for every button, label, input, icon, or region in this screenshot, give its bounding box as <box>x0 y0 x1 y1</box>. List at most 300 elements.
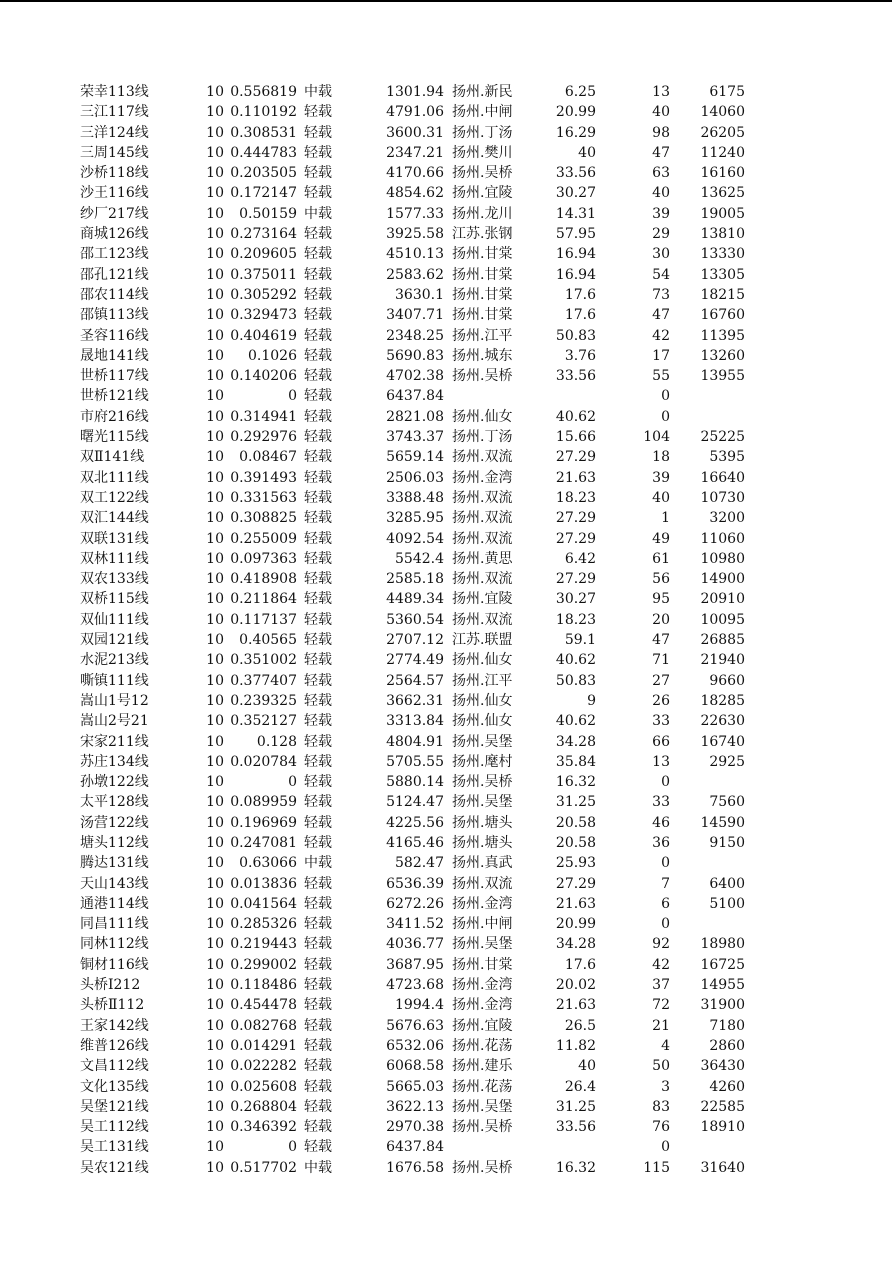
count-cell: 13 <box>652 753 670 770</box>
total-cell: 31640 <box>700 1159 745 1176</box>
capacity-cell: 6536.39 <box>386 875 444 892</box>
distance-cell: 30.27 <box>555 185 596 202</box>
load-status-cell: 轻载 <box>304 632 332 649</box>
load-status-cell: 轻载 <box>304 1037 332 1054</box>
capacity-cell: 3388.48 <box>386 489 444 506</box>
count-cell: 83 <box>652 1098 670 1115</box>
line-name-cell: 三江117线 <box>80 104 149 121</box>
table-row <box>0 650 892 670</box>
capacity-cell: 5659.14 <box>386 449 444 466</box>
total-cell: 11240 <box>700 144 745 161</box>
line-name-cell: 吴农121线 <box>80 1159 149 1176</box>
line-name-cell: 腾达131线 <box>80 855 149 872</box>
line-name-cell: 汤营122线 <box>80 814 149 831</box>
substation-cell: 扬州.金湾 <box>452 977 513 994</box>
count-cell: 39 <box>652 205 670 222</box>
substation-cell: 扬州.吴桥 <box>452 368 513 385</box>
line-name-cell: 同林112线 <box>80 936 149 953</box>
voltage-cell: 10 <box>206 774 224 791</box>
capacity-cell: 5705.55 <box>386 753 444 770</box>
capacity-cell: 6532.06 <box>386 1037 444 1054</box>
load-ratio-cell: 0.63066 <box>239 855 297 872</box>
distance-cell: 40 <box>578 1058 596 1075</box>
load-ratio-cell: 0.172147 <box>230 185 297 202</box>
voltage-cell: 10 <box>206 652 224 669</box>
capacity-cell: 3630.1 <box>395 286 444 303</box>
total-cell: 6175 <box>709 84 745 100</box>
line-name-cell: 圣容116线 <box>80 327 149 344</box>
voltage-cell: 10 <box>206 713 224 730</box>
load-status-cell: 轻载 <box>304 530 332 547</box>
table-row <box>0 163 892 183</box>
distance-cell: 21.63 <box>555 997 596 1014</box>
load-ratio-cell: 0 <box>288 1139 297 1156</box>
table-row <box>0 813 892 833</box>
load-ratio-cell: 0.352127 <box>230 713 297 730</box>
table-row <box>0 1137 892 1157</box>
substation-cell: 扬州.双流 <box>452 875 513 892</box>
capacity-cell: 6437.84 <box>386 388 444 405</box>
load-ratio-cell: 0.020784 <box>230 753 297 770</box>
capacity-cell: 1994.4 <box>395 997 444 1014</box>
capacity-cell: 4854.62 <box>386 185 444 202</box>
table-row <box>0 995 892 1015</box>
table-row <box>0 265 892 285</box>
total-cell: 22585 <box>700 1098 745 1115</box>
load-status-cell: 轻载 <box>304 1139 332 1156</box>
voltage-cell: 10 <box>206 104 224 121</box>
load-ratio-cell: 0.377407 <box>230 672 297 689</box>
load-status-cell: 中载 <box>304 855 332 872</box>
substation-cell: 扬州.吴桥 <box>452 1119 513 1136</box>
substation-cell: 扬州.龙川 <box>452 205 513 222</box>
capacity-cell: 1577.33 <box>386 205 444 222</box>
table-row <box>0 305 892 325</box>
load-ratio-cell: 0.314941 <box>230 408 297 425</box>
table-row <box>0 224 892 244</box>
line-name-cell: 塘头112线 <box>80 834 149 851</box>
distance-cell: 30.27 <box>555 591 596 608</box>
voltage-cell: 10 <box>206 307 224 324</box>
line-name-cell: 吴工112线 <box>80 1119 149 1136</box>
capacity-cell: 582.47 <box>395 855 444 872</box>
line-name-cell: 世桥117线 <box>80 368 149 385</box>
count-cell: 26 <box>652 692 670 709</box>
load-status-cell: 轻载 <box>304 1119 332 1136</box>
load-ratio-cell: 0.404619 <box>230 327 297 344</box>
line-name-cell: 双汇144线 <box>80 510 149 527</box>
line-name-cell: 头桥Ⅱ112 <box>80 997 145 1014</box>
load-status-cell: 轻载 <box>304 591 332 608</box>
total-cell: 2925 <box>709 753 745 770</box>
line-name-cell: 纱厂217线 <box>80 205 149 222</box>
line-name-cell: 双桥115线 <box>80 591 149 608</box>
load-ratio-cell: 0.391493 <box>230 469 297 486</box>
load-status-cell: 轻载 <box>304 104 332 121</box>
count-cell: 33 <box>652 713 670 730</box>
line-name-cell: 维普126线 <box>80 1037 149 1054</box>
voltage-cell: 10 <box>206 530 224 547</box>
substation-cell: 扬州.江平 <box>452 327 513 344</box>
count-cell: 39 <box>652 469 670 486</box>
load-status-cell: 轻载 <box>304 956 332 973</box>
total-cell: 10980 <box>700 550 745 567</box>
distance-cell: 3.76 <box>564 347 596 364</box>
load-ratio-cell: 0.1026 <box>248 347 297 364</box>
load-ratio-cell: 0.041564 <box>230 895 297 912</box>
load-status-cell: 轻载 <box>304 713 332 730</box>
voltage-cell: 10 <box>206 794 224 811</box>
load-status-cell: 轻载 <box>304 794 332 811</box>
count-cell: 0 <box>661 388 670 405</box>
count-cell: 47 <box>652 307 670 324</box>
capacity-cell: 5665.03 <box>386 1078 444 1095</box>
line-name-cell: 晟地141线 <box>80 347 149 364</box>
capacity-cell: 4510.13 <box>386 246 444 263</box>
load-ratio-cell: 0.305292 <box>230 286 297 303</box>
count-cell: 72 <box>652 997 670 1014</box>
count-cell: 63 <box>652 165 670 182</box>
capacity-cell: 2564.57 <box>386 672 444 689</box>
load-status-cell: 中载 <box>304 1159 332 1176</box>
capacity-cell: 4489.34 <box>386 591 444 608</box>
capacity-cell: 3407.71 <box>386 307 444 324</box>
distance-cell: 40.62 <box>555 713 596 730</box>
line-name-cell: 沙王116线 <box>80 185 149 202</box>
capacity-cell: 5690.83 <box>386 347 444 364</box>
total-cell: 14955 <box>700 977 745 994</box>
voltage-cell: 10 <box>206 571 224 588</box>
count-cell: 71 <box>652 652 670 669</box>
voltage-cell: 10 <box>206 591 224 608</box>
capacity-cell: 3743.37 <box>386 429 444 446</box>
total-cell: 13260 <box>700 347 745 364</box>
capacity-cell: 4804.91 <box>386 733 444 750</box>
substation-cell: 扬州.仙女 <box>452 408 513 425</box>
voltage-cell: 10 <box>206 347 224 364</box>
table-row <box>0 143 892 163</box>
capacity-cell: 4092.54 <box>386 530 444 547</box>
voltage-cell: 10 <box>206 469 224 486</box>
voltage-cell: 10 <box>206 611 224 628</box>
load-status-cell: 轻载 <box>304 307 332 324</box>
line-name-cell: 双园121线 <box>80 632 149 649</box>
substation-cell: 扬州.丁汤 <box>452 124 513 141</box>
load-status-cell: 轻载 <box>304 875 332 892</box>
total-cell: 21940 <box>700 652 745 669</box>
distance-cell: 35.84 <box>555 753 596 770</box>
table-row <box>0 630 892 650</box>
count-cell: 6 <box>661 895 670 912</box>
total-cell: 10730 <box>700 489 745 506</box>
load-ratio-cell: 0.292976 <box>230 429 297 446</box>
total-cell: 10095 <box>700 611 745 628</box>
distance-cell: 17.6 <box>564 286 596 303</box>
load-ratio-cell: 0.40565 <box>239 632 297 649</box>
distance-cell: 27.29 <box>555 571 596 588</box>
total-cell: 16760 <box>700 307 745 324</box>
capacity-cell: 2585.18 <box>386 571 444 588</box>
distance-cell: 16.94 <box>555 246 596 263</box>
load-ratio-cell: 0.110192 <box>230 104 297 121</box>
distance-cell: 34.28 <box>555 936 596 953</box>
table-row <box>0 1158 892 1178</box>
load-status-cell: 轻载 <box>304 408 332 425</box>
voltage-cell: 10 <box>206 327 224 344</box>
table-row <box>0 529 892 549</box>
table-row <box>0 468 892 488</box>
distance-cell: 20.99 <box>555 104 596 121</box>
load-ratio-cell: 0.014291 <box>230 1037 297 1054</box>
load-status-cell: 轻载 <box>304 368 332 385</box>
count-cell: 42 <box>652 327 670 344</box>
count-cell: 20 <box>652 611 670 628</box>
line-name-cell: 通港114线 <box>80 895 149 912</box>
voltage-cell: 10 <box>206 997 224 1014</box>
count-cell: 0 <box>661 408 670 425</box>
substation-cell: 扬州.塘头 <box>452 834 513 851</box>
capacity-cell: 4723.68 <box>386 977 444 994</box>
table-row <box>0 711 892 731</box>
line-name-cell: 双北111线 <box>80 469 149 486</box>
capacity-cell: 2348.25 <box>386 327 444 344</box>
load-status-cell: 轻载 <box>304 814 332 831</box>
capacity-cell: 5124.47 <box>386 794 444 811</box>
total-cell: 13330 <box>700 246 745 263</box>
distance-cell: 21.63 <box>555 469 596 486</box>
substation-cell: 扬州.吴堡 <box>452 733 513 750</box>
voltage-cell: 10 <box>206 692 224 709</box>
capacity-cell: 2707.12 <box>386 632 444 649</box>
distance-cell: 6.42 <box>564 550 596 567</box>
line-name-cell: 荣幸113线 <box>80 84 149 100</box>
voltage-cell: 10 <box>206 855 224 872</box>
table-row <box>0 1056 892 1076</box>
total-cell: 11060 <box>700 530 745 547</box>
substation-cell: 扬州.吴桥 <box>452 165 513 182</box>
line-name-cell: 宋家211线 <box>80 733 149 750</box>
capacity-cell: 3622.13 <box>386 1098 444 1115</box>
count-cell: 4 <box>661 1037 670 1054</box>
voltage-cell: 10 <box>206 408 224 425</box>
total-cell: 20910 <box>700 591 745 608</box>
distance-cell: 18.23 <box>555 489 596 506</box>
substation-cell: 扬州.宜陵 <box>452 591 513 608</box>
voltage-cell: 10 <box>206 814 224 831</box>
load-status-cell: 轻载 <box>304 550 332 567</box>
line-name-cell: 嵩山1号12 <box>80 692 149 709</box>
count-cell: 95 <box>652 591 670 608</box>
substation-cell: 扬州.中闸 <box>452 104 513 121</box>
count-cell: 115 <box>643 1159 670 1176</box>
capacity-cell: 3925.58 <box>386 226 444 243</box>
substation-cell: 扬州.吴堡 <box>452 936 513 953</box>
table-row <box>0 671 892 691</box>
load-ratio-cell: 0.211864 <box>230 591 297 608</box>
count-cell: 21 <box>652 1017 670 1034</box>
load-status-cell: 轻载 <box>304 266 332 283</box>
total-cell: 25225 <box>700 429 745 446</box>
distance-cell: 27.29 <box>555 875 596 892</box>
line-name-cell: 三周145线 <box>80 144 149 161</box>
load-ratio-cell: 0.117137 <box>230 611 297 628</box>
table-row <box>0 934 892 954</box>
line-name-cell: 邵孔121线 <box>80 266 149 283</box>
voltage-cell: 10 <box>206 1037 224 1054</box>
load-status-cell: 轻载 <box>304 692 332 709</box>
load-ratio-cell: 0.268804 <box>230 1098 297 1115</box>
count-cell: 49 <box>652 530 670 547</box>
substation-cell: 扬州.双流 <box>452 510 513 527</box>
table-row <box>0 488 892 508</box>
capacity-cell: 1676.58 <box>386 1159 444 1176</box>
total-cell: 11395 <box>700 327 745 344</box>
capacity-cell: 2774.49 <box>386 652 444 669</box>
load-ratio-cell: 0.285326 <box>230 916 297 933</box>
distance-cell: 20.99 <box>555 916 596 933</box>
line-name-cell: 太平128线 <box>80 794 149 811</box>
substation-cell: 扬州.新民 <box>452 84 513 100</box>
count-cell: 54 <box>652 266 670 283</box>
total-cell: 6400 <box>709 875 745 892</box>
substation-cell: 扬州.花荡 <box>452 1037 513 1054</box>
load-ratio-cell: 0.351002 <box>230 652 297 669</box>
load-status-cell: 轻载 <box>304 834 332 851</box>
line-name-cell: 世桥121线 <box>80 388 149 405</box>
table-row <box>0 569 892 589</box>
voltage-cell: 10 <box>206 1098 224 1115</box>
substation-cell: 扬州.吴堡 <box>452 794 513 811</box>
line-name-cell: 铜材116线 <box>80 956 149 973</box>
count-cell: 36 <box>652 834 670 851</box>
line-name-cell: 曙光115线 <box>80 429 149 446</box>
voltage-cell: 10 <box>206 510 224 527</box>
load-ratio-cell: 0.097363 <box>230 550 297 567</box>
substation-cell: 扬州.金湾 <box>452 997 513 1014</box>
substation-cell: 江苏.张钢 <box>452 226 513 243</box>
load-ratio-cell: 0.255009 <box>230 530 297 547</box>
load-ratio-cell: 0.025608 <box>230 1078 297 1095</box>
substation-cell: 扬州.双流 <box>452 530 513 547</box>
voltage-cell: 10 <box>206 672 224 689</box>
table-row <box>0 326 892 346</box>
total-cell: 18910 <box>700 1119 745 1136</box>
load-status-cell: 轻载 <box>304 997 332 1014</box>
load-ratio-cell: 0.128 <box>256 733 297 750</box>
total-cell: 16725 <box>700 956 745 973</box>
substation-cell: 扬州.仙女 <box>452 713 513 730</box>
total-cell: 26205 <box>700 124 745 141</box>
voltage-cell: 10 <box>206 753 224 770</box>
count-cell: 40 <box>652 104 670 121</box>
load-status-cell: 轻载 <box>304 347 332 364</box>
total-cell: 13955 <box>700 368 745 385</box>
substation-cell: 扬州.吴桥 <box>452 774 513 791</box>
load-status-cell: 轻载 <box>304 774 332 791</box>
load-status-cell: 轻载 <box>304 672 332 689</box>
table-row <box>0 833 892 853</box>
line-name-cell: 商城126线 <box>80 226 149 243</box>
count-cell: 92 <box>652 936 670 953</box>
capacity-cell: 4170.66 <box>386 165 444 182</box>
table-row <box>0 589 892 609</box>
distance-cell: 50.83 <box>555 327 596 344</box>
voltage-cell: 10 <box>206 84 224 100</box>
distance-cell: 31.25 <box>555 794 596 811</box>
distance-cell: 11.82 <box>555 1037 596 1054</box>
table-row <box>0 894 892 914</box>
load-status-cell: 轻载 <box>304 753 332 770</box>
count-cell: 73 <box>652 286 670 303</box>
count-cell: 56 <box>652 571 670 588</box>
table-row <box>0 427 892 447</box>
total-cell: 36430 <box>700 1058 745 1075</box>
table-row <box>0 204 892 224</box>
voltage-cell: 10 <box>206 449 224 466</box>
line-name-cell: 双Ⅱ141线 <box>80 449 145 466</box>
distance-cell: 40.62 <box>555 408 596 425</box>
capacity-cell: 2821.08 <box>386 408 444 425</box>
table-row <box>0 346 892 366</box>
load-status-cell: 中载 <box>304 205 332 222</box>
table-row <box>0 183 892 203</box>
total-cell: 18980 <box>700 936 745 953</box>
distance-cell: 57.95 <box>555 226 596 243</box>
load-ratio-cell: 0.299002 <box>230 956 297 973</box>
load-ratio-cell: 0.118486 <box>230 977 297 994</box>
total-cell: 9660 <box>709 672 745 689</box>
load-ratio-cell: 0.203505 <box>230 165 297 182</box>
substation-cell: 扬州.真武 <box>452 855 513 872</box>
substation-cell: 扬州.双流 <box>452 611 513 628</box>
total-cell: 9150 <box>709 834 745 851</box>
voltage-cell: 10 <box>206 1119 224 1136</box>
total-cell: 14900 <box>700 571 745 588</box>
line-name-cell: 同昌111线 <box>80 916 149 933</box>
load-ratio-cell: 0 <box>288 388 297 405</box>
substation-cell: 扬州.樊川 <box>452 144 513 161</box>
voltage-cell: 10 <box>206 1058 224 1075</box>
load-ratio-cell: 0.329473 <box>230 307 297 324</box>
voltage-cell: 10 <box>206 205 224 222</box>
load-status-cell: 轻载 <box>304 733 332 750</box>
count-cell: 0 <box>661 916 670 933</box>
count-cell: 66 <box>652 733 670 750</box>
substation-cell: 扬州.双流 <box>452 489 513 506</box>
capacity-cell: 3313.84 <box>386 713 444 730</box>
voltage-cell: 10 <box>206 936 224 953</box>
load-ratio-cell: 0.089959 <box>230 794 297 811</box>
table-row <box>0 366 892 386</box>
voltage-cell: 10 <box>206 733 224 750</box>
count-cell: 33 <box>652 794 670 811</box>
distance-cell: 14.31 <box>555 205 596 222</box>
load-status-cell: 轻载 <box>304 977 332 994</box>
line-name-cell: 水泥213线 <box>80 652 149 669</box>
distance-cell: 16.32 <box>555 774 596 791</box>
load-ratio-cell: 0.247081 <box>230 834 297 851</box>
distance-cell: 6.25 <box>564 84 596 100</box>
capacity-cell: 2506.03 <box>386 469 444 486</box>
load-status-cell: 轻载 <box>304 571 332 588</box>
capacity-cell: 3687.95 <box>386 956 444 973</box>
count-cell: 37 <box>652 977 670 994</box>
distance-cell: 18.23 <box>555 611 596 628</box>
total-cell: 26885 <box>700 632 745 649</box>
table-row <box>0 1077 892 1097</box>
capacity-cell: 3600.31 <box>386 124 444 141</box>
spreadsheet-table <box>0 82 892 1178</box>
